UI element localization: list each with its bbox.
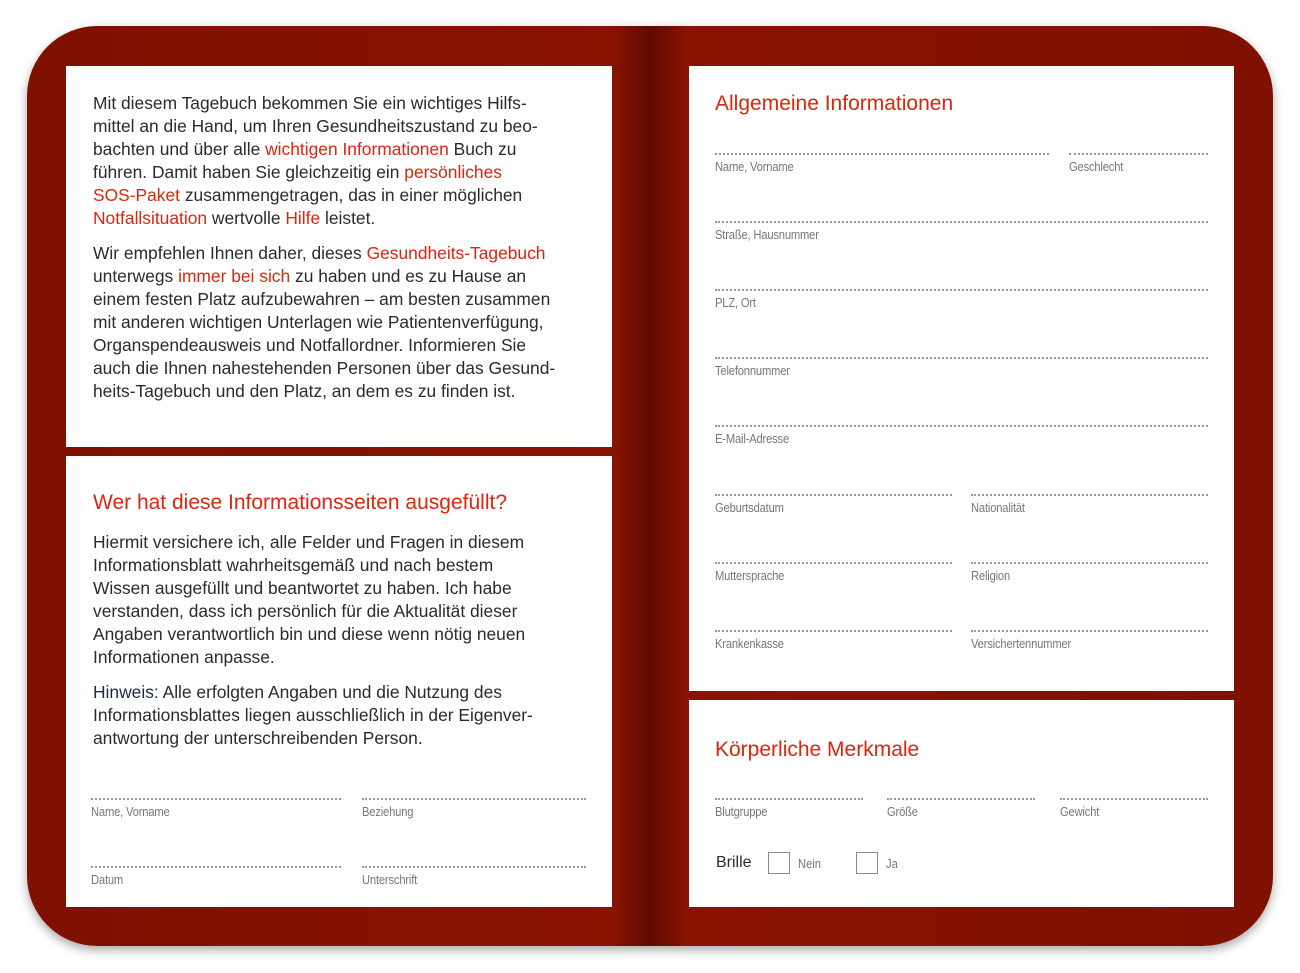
filled-by-panel [66, 456, 612, 907]
text-run: leistet. [320, 208, 376, 228]
input-line [1060, 798, 1208, 800]
highlight-text: persönliches [404, 162, 502, 182]
physical-title: Körperliche Merkmale [715, 738, 920, 761]
text-run: bachten und über alle [93, 139, 266, 159]
input-line [91, 798, 341, 800]
filled-name-field[interactable] [91, 798, 341, 819]
text-run: unterwegs [93, 266, 179, 286]
general-info-title: Allgemeine Informationen [715, 92, 954, 115]
physical-panel [689, 700, 1234, 907]
input-line [971, 630, 1208, 632]
text-run: Wir empfehlen Ihnen daher, dieses [93, 243, 367, 263]
highlight-text: Gesundheits-Tagebuch [366, 243, 546, 263]
name-field[interactable] [715, 153, 1049, 174]
nationality-field[interactable] [971, 494, 1208, 515]
field-label: Gewicht [1060, 804, 1100, 819]
field-label: Datum [91, 872, 124, 887]
field-label: Nationalität [971, 500, 1025, 515]
text-run: zu haben und es zu Hause an [290, 266, 527, 286]
hint-label: Hinweis: [93, 682, 159, 702]
text-run: verstanden, dass ich persönlich für die Aktualität dieser [93, 601, 518, 621]
input-line [715, 221, 1208, 223]
birthdate-field[interactable] [715, 494, 952, 515]
text-run: Buch zu [448, 139, 517, 159]
field-label: Geburtsdatum [715, 500, 784, 515]
text-run: Angaben verantwortlich bin und diese wenn nötig neuen [93, 624, 526, 644]
insurance-number-field[interactable] [971, 630, 1208, 651]
field-label: Größe [887, 804, 918, 819]
text-run: mit anderen wichtigen Unterlagen wie Patientenverfügung, [93, 312, 544, 332]
height-field[interactable] [887, 798, 1035, 819]
text-run: führen. Damit haben Sie gleichzeitig ein [93, 162, 405, 182]
weight-field[interactable] [1060, 798, 1208, 819]
input-line [1069, 153, 1208, 155]
input-line [715, 289, 1208, 291]
glasses-no-checkbox[interactable] [768, 852, 790, 874]
email-field[interactable] [715, 425, 1208, 446]
mother-tongue-field[interactable] [715, 562, 952, 583]
glasses-yes-label: Ja [886, 855, 899, 871]
field-label: Name, Vorname [91, 804, 170, 819]
field-label: Unterschrift [362, 872, 418, 887]
text-run: Alle erfolgten Angaben und die Nutzung des [158, 682, 502, 702]
general-info-panel [689, 66, 1234, 691]
blood-type-field[interactable] [715, 798, 863, 819]
field-label: Name, Vorname [715, 159, 794, 174]
input-line [715, 562, 952, 564]
input-line [715, 425, 1208, 427]
text-run: auch die Ihnen nahestehenden Personen über das Gesund- [93, 358, 556, 378]
intro-panel [66, 66, 612, 447]
text-run: wertvolle [207, 208, 286, 228]
input-line [362, 866, 586, 868]
signature-field[interactable] [362, 866, 586, 887]
intro-paragraph-1 [93, 92, 585, 230]
zip-city-field[interactable] [715, 289, 1208, 310]
declaration-paragraph [93, 531, 585, 669]
glasses-row [716, 852, 932, 874]
filled-by-title: Wer hat diese Informationsseiten ausgefüllt? [93, 491, 508, 514]
intro-paragraph-2 [93, 242, 585, 403]
street-field[interactable] [715, 221, 1208, 242]
text-run: Hiermit versichere ich, alle Felder und Fragen in diesem [93, 532, 525, 552]
hint-paragraph [93, 681, 585, 750]
input-line [362, 798, 586, 800]
text-run: zusammengetragen, das in einer möglichen [180, 185, 523, 205]
text-run: heits-Tagebuch und den Platz, an dem es zu finden ist. [93, 381, 516, 401]
text-run: Informationen anpasse. [93, 647, 275, 667]
glasses-yes-checkbox[interactable] [856, 852, 878, 874]
field-label: Versichertennummer [971, 636, 1072, 651]
input-line [971, 494, 1208, 496]
input-line [91, 866, 341, 868]
highlight-text: Hilfe [285, 208, 321, 228]
text-run: Mit diesem Tagebuch bekommen Sie ein wichtiges Hilfs- [93, 93, 527, 113]
glasses-label: Brille [716, 854, 752, 871]
gender-field[interactable] [1069, 153, 1208, 174]
relation-field[interactable] [362, 798, 586, 819]
highlight-text: immer bei sich [178, 266, 291, 286]
highlight-text: SOS-Paket [93, 185, 180, 205]
religion-field[interactable] [971, 562, 1208, 583]
field-label: Religion [971, 568, 1011, 583]
field-label: Telefonnummer [715, 363, 790, 378]
text-run: Informationsblattes liegen ausschließlich in der Eigenver- [93, 705, 533, 725]
highlight-text: Notfallsituation [93, 208, 208, 228]
field-label: Muttersprache [715, 568, 785, 583]
phone-field[interactable] [715, 357, 1208, 378]
input-line [715, 798, 863, 800]
input-line [887, 798, 1035, 800]
input-line [715, 494, 952, 496]
text-run: Wissen ausgefüllt und beantwortet zu haben. Ich habe [93, 578, 512, 598]
text-run: Organspendeausweis und Notfallordner. Informieren Sie [93, 335, 527, 355]
insurance-field[interactable] [715, 630, 952, 651]
field-label: Straße, Hausnummer [715, 227, 819, 242]
input-line [971, 562, 1208, 564]
field-label: PLZ, Ort [715, 295, 756, 310]
field-label: Blutgruppe [715, 804, 768, 819]
input-line [715, 153, 1049, 155]
field-label: Beziehung [362, 804, 414, 819]
glasses-no-label: Nein [797, 855, 821, 871]
input-line [715, 630, 952, 632]
field-label: Krankenkasse [715, 636, 784, 651]
field-label: Geschlecht [1069, 159, 1124, 174]
highlight-text: wichtigen Informationen [265, 139, 449, 159]
text-run: mittel an die Hand, um Ihren Gesundheitszustand zu beo- [93, 116, 538, 136]
text-run: einem festen Platz aufzubewahren – am besten zusammen [93, 289, 551, 309]
hint-text [93, 682, 533, 748]
date-field[interactable] [91, 866, 341, 887]
field-label: E-Mail-Adresse [715, 431, 790, 446]
text-run: antwortung der unterschreibenden Person. [93, 728, 423, 748]
input-line [715, 357, 1208, 359]
text-run: Informationsblatt wahrheitsgemäß und nach bestem [93, 555, 494, 575]
